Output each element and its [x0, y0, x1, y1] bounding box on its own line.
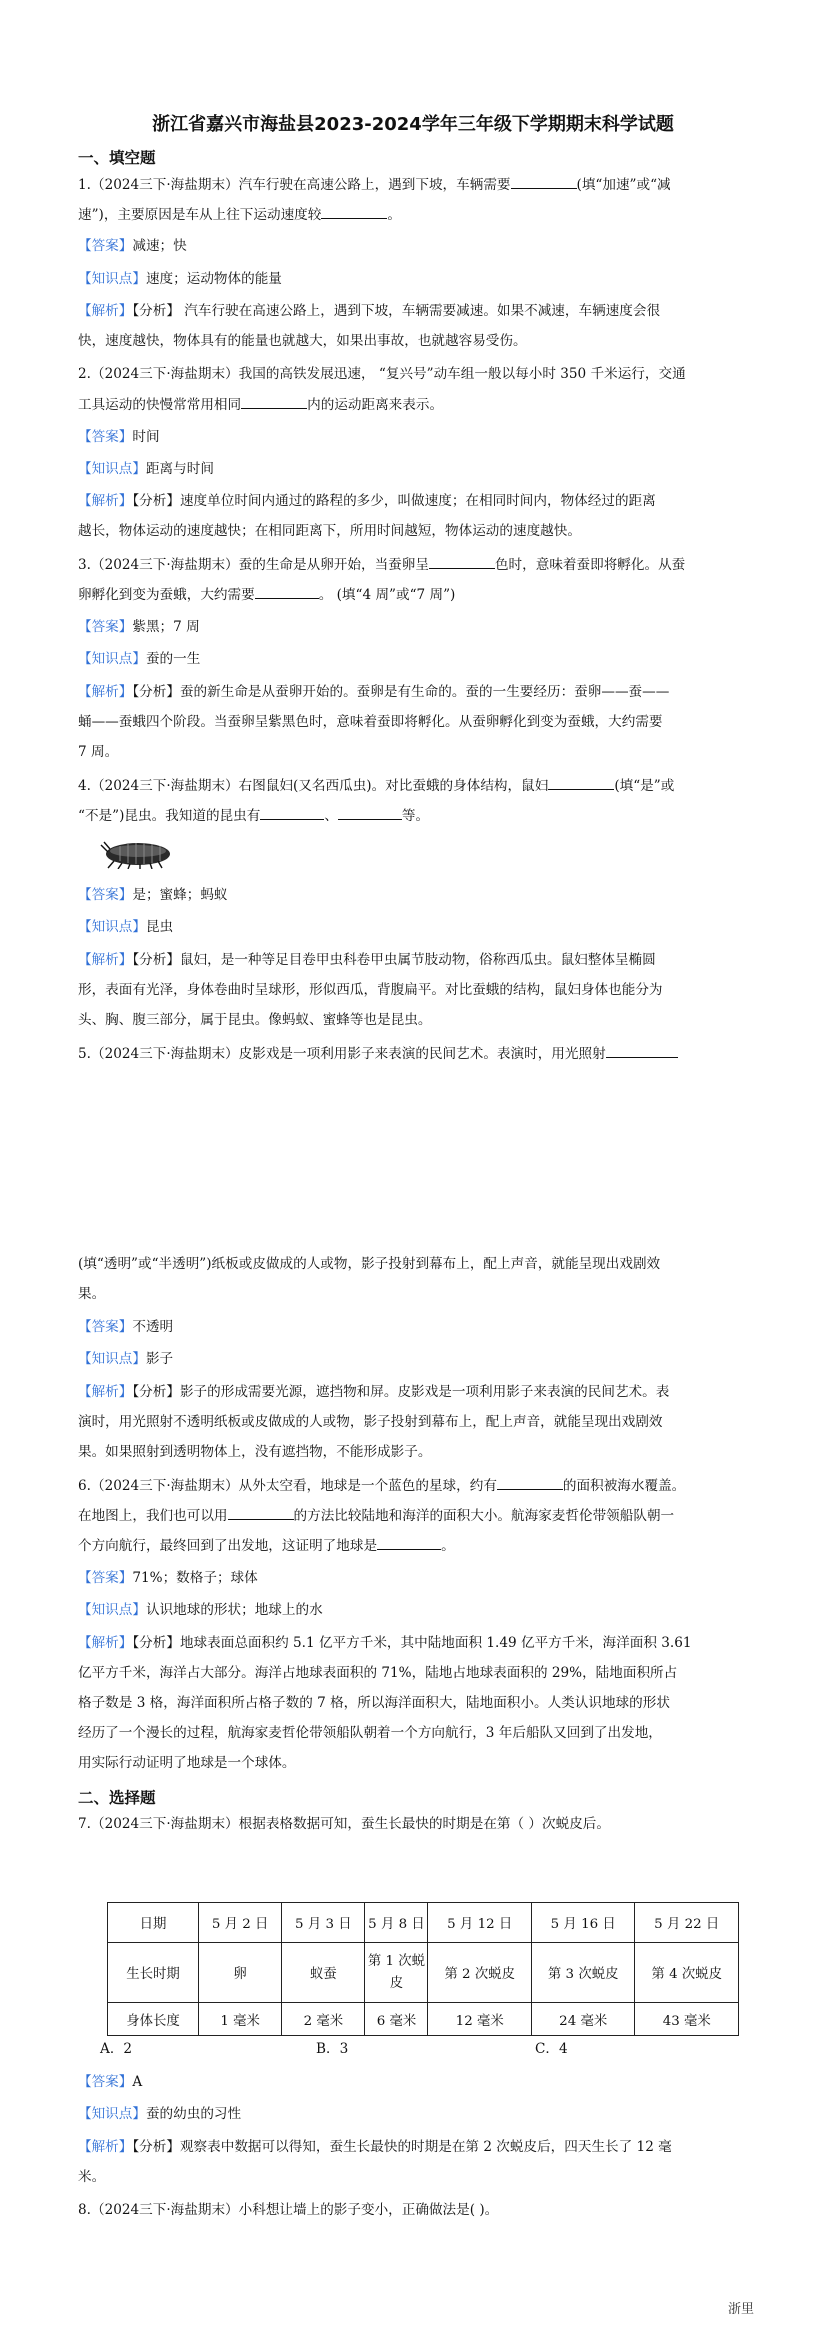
answer-blank[interactable] — [606, 1043, 678, 1058]
table-cell: 5 月 16 日 — [531, 1903, 635, 1943]
q7-knowledge: 【知识点】蚕的幼虫的习性 — [78, 2106, 242, 2122]
q7-answer: 【答案】A — [78, 2074, 143, 2090]
table-cell: 第 3 次蜕皮 — [531, 1943, 635, 2003]
q3-line-2: 卵孵化到变为蚕蛾，大约需要 。 (填“4 周”或“7 周”) — [78, 584, 748, 605]
q2-line-1: 2.（2024三下·海盐期末）我国的高铁发展迅速， “复兴号”动车组一般以每小时 350 千米运行，交通 — [78, 366, 686, 382]
answer-blank[interactable] — [377, 1535, 441, 1550]
q4-analysis-3: 头、胸、腹三部分，属于昆虫。像蚂蚁、蜜蜂等也是昆虫。 — [78, 1012, 432, 1028]
answer-blank[interactable] — [548, 775, 614, 790]
section-heading-fill: 一、填空题 — [78, 149, 156, 167]
q6-analysis-2: 亿平方千米，海洋占大部分。海洋占地球表面积的 71%，陆地占地球表面积的 29%，陆地面积所占 — [78, 1665, 678, 1681]
table-row — [108, 2003, 739, 2036]
answer-blank[interactable] — [429, 554, 495, 569]
answer-blank[interactable] — [497, 1475, 563, 1490]
q1-analysis-2: 快，速度越快，物体具有的能量也就越大，如果出事故，也就越容易受伤。 — [78, 333, 527, 349]
q3-analysis-1: 【解析】【分析】蚕的新生命是从蚕卵开始的。蚕卵是有生命的。蚕的一生要经历：蚕卵——蚕—— — [78, 684, 670, 700]
q3-knowledge: 【知识点】蚕的一生 — [78, 651, 201, 667]
q7-line-1: 7.（2024三下·海盐期末）根据表格数据可知，蚕生长最快的时期是在第（ ）次蜕皮后。 — [78, 1816, 610, 1832]
table-cell: 蚁蚕 — [282, 1943, 365, 2003]
q3-answer: 【答案】紫黑；7 周 — [78, 619, 200, 635]
q5-line-3: 果。 — [78, 1286, 106, 1302]
option-a[interactable]: A．2 — [100, 2041, 133, 2057]
table-cell: 5 月 2 日 — [199, 1903, 282, 1943]
q2-knowledge: 【知识点】距离与时间 — [78, 461, 214, 477]
q4-analysis-2: 形，表面有光泽，身体卷曲时呈球形，形似西瓜，背腹扁平。对比蚕蛾的结构，鼠妇身体也能分为 — [78, 982, 663, 998]
table-cell: 5 月 22 日 — [635, 1903, 739, 1943]
table-cell: 第 1 次蜕皮 — [365, 1943, 428, 2003]
q5-answer: 【答案】不透明 — [78, 1319, 174, 1335]
table-row — [108, 1903, 739, 1943]
table-cell: 第 2 次蜕皮 — [428, 1943, 532, 2003]
q6-knowledge: 【知识点】认识地球的形状；地球上的水 — [78, 1602, 323, 1618]
answer-blank[interactable] — [255, 584, 319, 599]
q1-answer: 【答案】减速；快 — [78, 238, 187, 254]
table-cell: 日期 — [108, 1903, 199, 1943]
q5-analysis-1: 【解析】【分析】影子的形成需要光源，遮挡物和屏。皮影戏是一项利用影子来表演的民间艺术。表 — [78, 1384, 670, 1400]
q6-line-1: 6.（2024三下·海盐期末）从外太空看，地球是一个蓝色的星球，约有 的面积被海水覆盖。 — [78, 1475, 748, 1496]
q3-analysis-3: 7 周。 — [78, 744, 119, 760]
q6-analysis-5: 用实际行动证明了地球是一个球体。 — [78, 1755, 296, 1771]
answer-blank[interactable] — [511, 174, 577, 189]
table-cell: 卵 — [199, 1943, 282, 2003]
page-footer: 浙里 — [727, 2302, 754, 2317]
table-cell: 12 毫米 — [428, 2003, 532, 2036]
answer-blank[interactable] — [321, 204, 387, 219]
answer-blank[interactable] — [241, 394, 307, 409]
answer-blank[interactable] — [260, 805, 324, 820]
q5-line-2: (填“透明”或“半透明”)纸板或皮做成的人或物，影子投射到幕布上，配上声音，就能呈现出戏剧效 — [78, 1256, 661, 1272]
q2-answer: 【答案】时间 — [78, 429, 160, 445]
option-c[interactable]: C．4 — [535, 2041, 568, 2057]
q6-analysis-1: 【解析】【分析】地球表面总面积约 5.1 亿平方千米，其中陆地面积 1.49 亿平方千米，海洋面积 3.61 — [78, 1635, 692, 1651]
table-cell: 第 4 次蜕皮 — [635, 1943, 739, 2003]
table-cell: 5 月 3 日 — [282, 1903, 365, 1943]
q3-line-1: 3.（2024三下·海盐期末）蚕的生命是从卵开始，当蚕卵呈 色时，意味着蚕即将孵化。从蚕 — [78, 554, 748, 575]
q3-analysis-2: 蛹——蚕蛾四个阶段。当蚕卵呈紫黑色时，意味着蚕即将孵化。从蚕卵孵化到变为蚕蛾，大约需要 — [78, 714, 663, 730]
q6-answer: 【答案】71%；数格子；球体 — [78, 1570, 258, 1586]
q7-analysis-1: 【解析】【分析】观察表中数据可以得知，蚕生长最快的时期是在第 2 次蜕皮后，四天生长了 12 毫 — [78, 2139, 672, 2155]
answer-blank[interactable] — [338, 805, 402, 820]
q4-knowledge: 【知识点】昆虫 — [78, 919, 174, 935]
q7-analysis-2: 米。 — [78, 2169, 106, 2185]
q2-analysis-1: 【解析】【分析】速度单位时间内通过的路程的多少，叫做速度；在相同时间内，物体经过的距离 — [78, 493, 656, 509]
table-cell: 2 毫米 — [282, 2003, 365, 2036]
q2-analysis-2: 越长，物体运动的速度越快；在相同距离下，所用时间越短，物体运动的速度越快。 — [78, 523, 581, 539]
page-title: 浙江省嘉兴市海盐县2023-2024学年三年级下学期期末科学试题 — [152, 114, 674, 135]
q5-analysis-2: 演时，用光照射不透明纸板或皮做成的人或物，影子投射到幕布上，配上声音，就能呈现出戏剧效 — [78, 1414, 663, 1430]
q4-line-2: “不是”)昆虫。我知道的昆虫有 、 等。 — [78, 805, 748, 826]
q6-analysis-3: 格子数是 3 格，海洋面积所占格子数的 7 格，所以海洋面积大，陆地面积小。人类认识地球的形状 — [78, 1695, 670, 1711]
q6-line-3: 个方向航行，最终回到了出发地，这证明了地球是 。 — [78, 1535, 748, 1556]
q6-line-2: 在地图上，我们也可以用 的方法比较陆地和海洋的面积大小。航海家麦哲伦带领船队朝一 — [78, 1505, 748, 1526]
q4-answer: 【答案】是；蜜蜂；蚂蚁 — [78, 887, 228, 903]
option-b[interactable]: B．3 — [316, 2041, 349, 2057]
q1-line-2: 速”)，主要原因是车从上往下运动速度较 。 — [78, 204, 748, 225]
table-cell: 24 毫米 — [531, 2003, 635, 2036]
q8-line-1: 8.（2024三下·海盐期末）小科想让墙上的影子变小，正确做法是( )。 — [78, 2202, 499, 2218]
q5-analysis-3: 果。如果照射到透明物体上，没有遮挡物，不能形成影子。 — [78, 1444, 432, 1460]
table-cell: 1 毫米 — [199, 2003, 282, 2036]
q6-analysis-4: 经历了一个漫长的过程，航海家麦哲伦带领船队朝着一个方向航行，3 年后船队又回到了出发地， — [78, 1725, 662, 1741]
table-cell: 43 毫米 — [635, 2003, 739, 2036]
table-row — [108, 1943, 739, 2003]
q2-line-2: 工具运动的快慢常常用相同 内的运动距离来表示。 — [78, 394, 748, 415]
table-cell: 5 月 8 日 — [365, 1903, 428, 1943]
q4-line-1: 4.（2024三下·海盐期末）右图鼠妇(又名西瓜虫)。对比蚕蛾的身体结构，鼠妇 (填“是”或 — [78, 775, 748, 796]
woodlouse-picture — [100, 839, 174, 869]
q5-line-1: 5.（2024三下·海盐期末）皮影戏是一项利用影子来表演的民间艺术。表演时，用光照射 — [78, 1043, 748, 1064]
table-cell: 5 月 12 日 — [428, 1903, 532, 1943]
table-cell: 生长时期 — [108, 1943, 199, 2003]
silkworm-growth-table — [107, 1902, 739, 2036]
answer-blank[interactable] — [228, 1505, 294, 1520]
q1-knowledge: 【知识点】速度；运动物体的能量 — [78, 271, 282, 287]
q1-line-1: 1.（2024三下·海盐期末）汽车行驶在高速公路上，遇到下坡，车辆需要 (填“加速”或“减 — [78, 174, 748, 195]
q5-knowledge: 【知识点】影子 — [78, 1351, 174, 1367]
q4-analysis-1: 【解析】【分析】鼠妇，是一种等足目卷甲虫科卷甲虫属节肢动物，俗称西瓜虫。鼠妇整体呈椭圆 — [78, 952, 656, 968]
table-cell: 6 毫米 — [365, 2003, 428, 2036]
q1-analysis-1: 【解析】【分析】 汽车行驶在高速公路上，遇到下坡，车辆需要减速。如果不减速，车辆速度会很 — [78, 303, 661, 319]
table-cell: 身体长度 — [108, 2003, 199, 2036]
section-heading-choice: 二、选择题 — [78, 1789, 156, 1807]
